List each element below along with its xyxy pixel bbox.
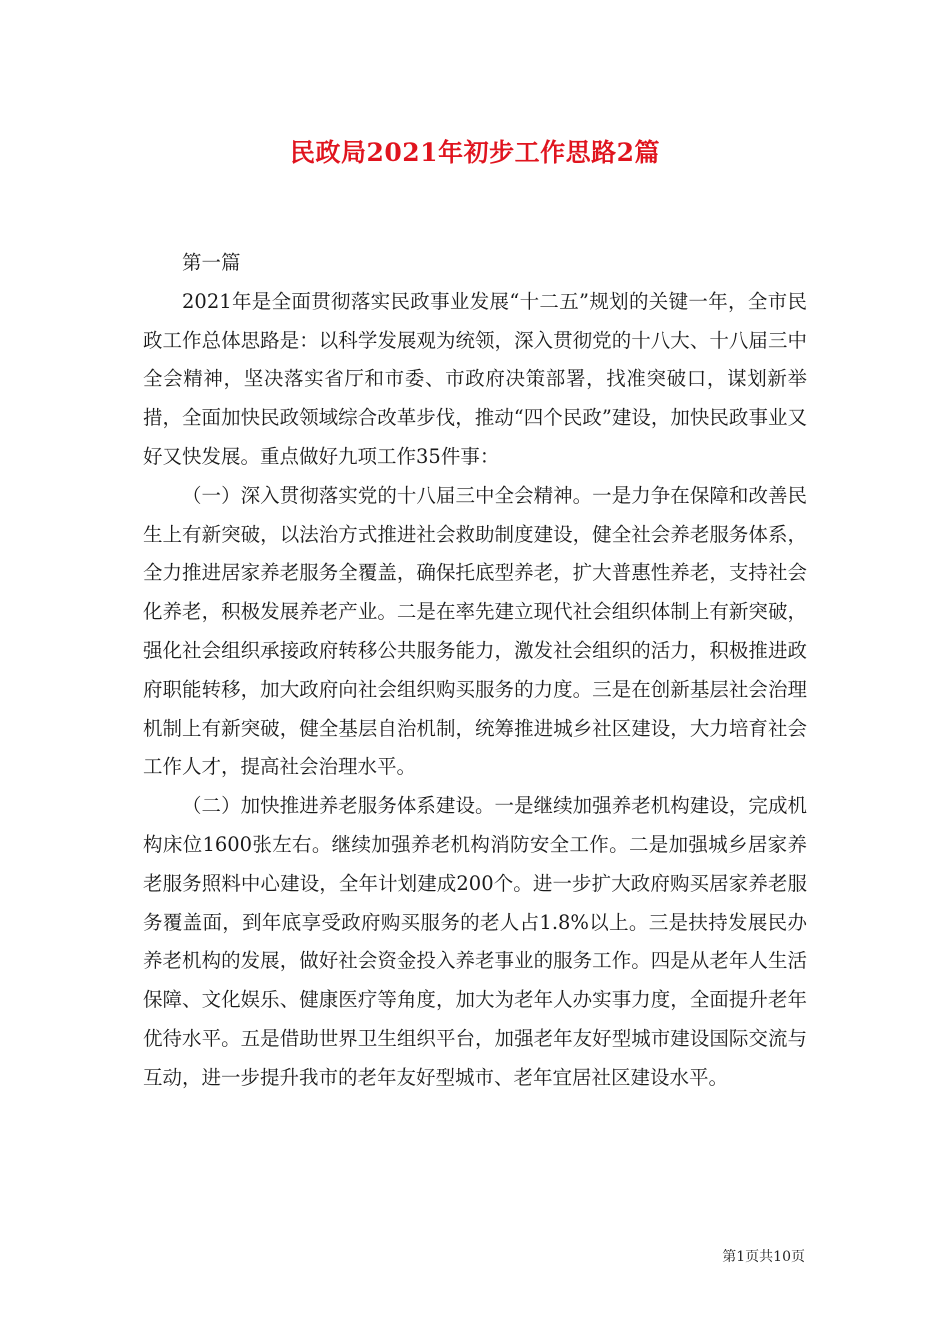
page-number: 第1页共10页 [722, 1249, 805, 1265]
paragraph-item-2: （二）加快推进养老服务体系建设。一是继续加强养老机构建设，完成机构床位1600张左右。继续加强养老机构消防安全工作。二是加强城乡居家养老服务照料中心建设，全年计划建成200个。进一步扩大政府购买居家养老服务覆盖面，到年底享受政府购买服务的老人占1.8%以上。三是扶持发展民办养老机构的发展，做好社会资金投入养老事业的服务工作。四是从老年人生活保障、文化娱乐、健康医疗等角度，加大为老年人办实事力度，全面提升老年优待水平。五是借助世界卫生组织平台，加强老年友好型城市建设国际交流与互动，进一步提升我市的老年友好型城市、老年宜居社区建设水平。 [143, 794, 807, 1089]
document-body [143, 244, 807, 1098]
document-title: 民政局2021年初步工作思路2篇 [290, 138, 660, 167]
paragraph-intro: 2021年是全面贯彻落实民政事业发展“十二五”规划的关键一年，全市民政工作总体思路是：以科学发展观为统领，深入贯彻党的十八大、十八届三中全会精神，坚决落实省厅和市委、市政府决策部署，找准突破口，谋划新举措，全面加快民政领域综合改革步伐，推动“四个民政”建设，加快民政事业又好又快发展。重点做好九项工作35件事： [143, 289, 807, 468]
paragraph-item-1: （一）深入贯彻落实党的十八届三中全会精神。一是力争在保障和改善民生上有新突破，以法治方式推进社会救助制度建设，健全社会养老服务体系，全力推进居家养老服务全覆盖，确保托底型养老，扩大普惠性养老，支持社会化养老，积极发展养老产业。二是在率先建立现代社会组织体制上有新突破，强化社会组织承接政府转移公共服务能力，激发社会组织的活力，积极推进政府职能转移，加大政府向社会组织购买服务的力度。三是在创新基层社会治理机制上有新突破，健全基层自治机制，统筹推进城乡社区建设，大力培育社会工作人才，提高社会治理水平。 [143, 483, 807, 779]
section-label: 第一篇 [182, 251, 241, 274]
